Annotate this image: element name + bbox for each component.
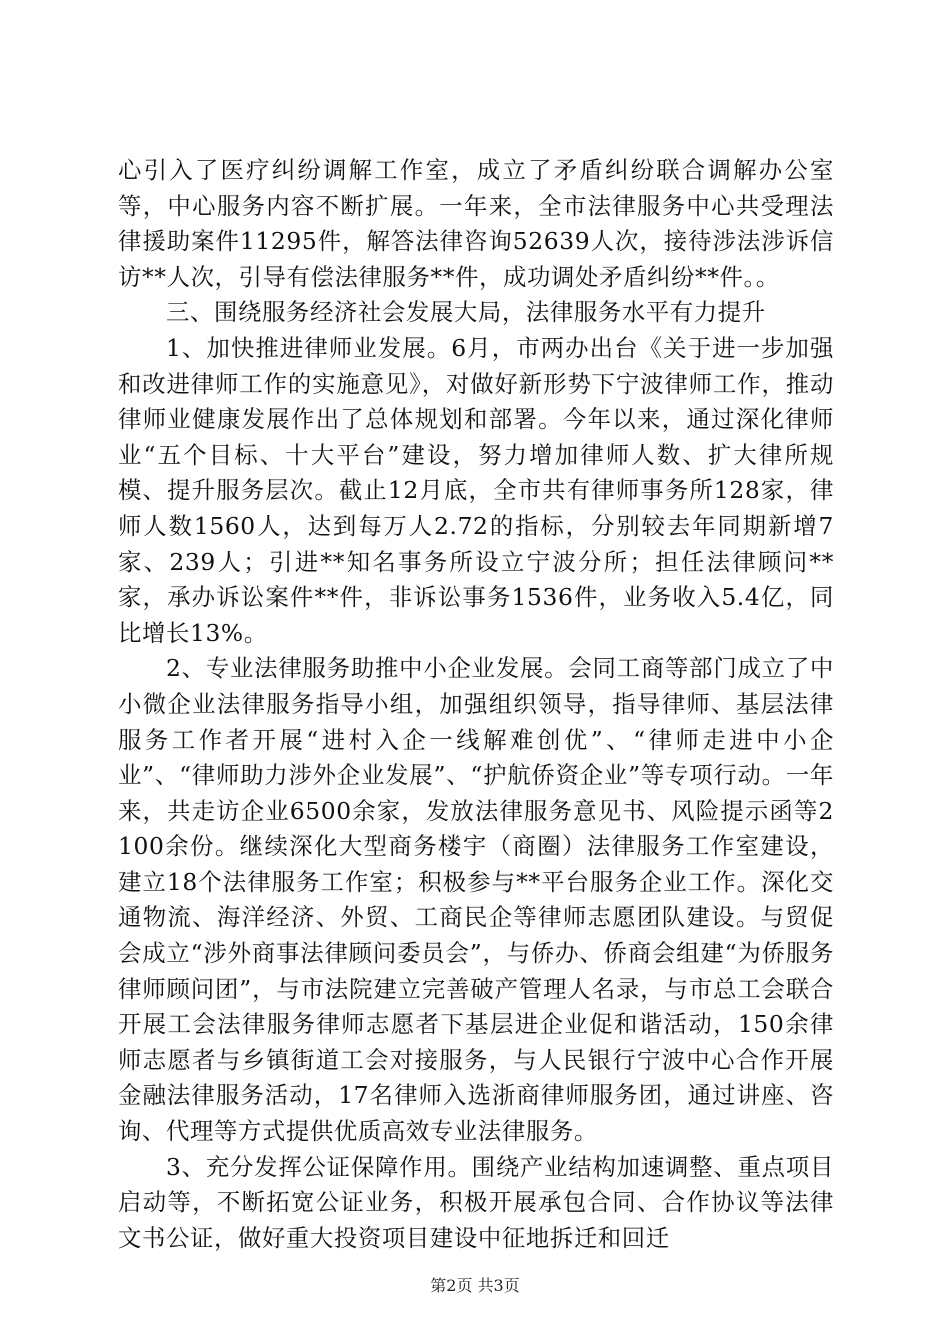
section-heading: 三、围绕服务经济社会发展大局，法律服务水平有力提升 bbox=[166, 298, 766, 327]
paragraph-sme-legal-services: 2、专业法律服务助推中小企业发展。会同工商等部门成立了中小微企业法律服务指导小组，加强组织领导，指导律师、基层法律服务工作者开展“进村入企一线解难创优”、“律师走进中小企业”、“律师助力涉外企业发展”、“护航侨资企业”等专项行动。一年来，共走访企业6500余家，发放法律服务意见书、风险提示函等2100余份。继续深化大型商务楼宇（商圈）法律服务工作室建设，建立18个法律服务工作室；积极参与**平台服务企业工作。深化交通物流、海洋经济、外贸、工商民企等律师志愿团队建设。与贸促会成立“涉外商事法律顾问委员会”，与侨办、侨商会组建“为侨服务律师顾问团”，与市法院建立完善破产管理人名录，与市总工会联合开展工会法律服务律师志愿者下基层进企业促和谐活动，150余律师志愿者与乡镇街道工会对接服务，与人民银行宁波中心合作开展金融法律服务活动，17名律师入选浙商律师服务团，通过讲座、咨询、代理等方式提供优质高效专业法律服务。 bbox=[118, 654, 834, 1146]
paragraph-continuation: 心引入了医疗纠纷调解工作室，成立了矛盾纠纷联合调解办公室等，中心服务内容不断扩展。一年来，全市法律服务中心共受理法律援助案件11295件，解答法律咨询52639人次，接待涉法涉诉信访**人次，引导有偿法律服务**件，成功调处矛盾纠纷**件。。 bbox=[118, 156, 834, 291]
page-footer: 第2页 共3页 bbox=[430, 1276, 520, 1295]
paragraph-lawyer-development: 1、加快推进律师业发展。6月，市两办出台《关于进一步加强和改进律师工作的实施意见》，对做好新形势下宁波律师工作，推动律师业健康发展作出了总体规划和部署。今年以来，通过深化律师业“五个目标、十大平台”建设，努力增加律师人数、扩大律所规模、提升服务层次。截止12月底，全市共有律师事务所128家，律师人数1560人，达到每万人2.72的指标，分别较去年同期新增7家、239人；引进**知名事务所设立宁波分所；担任法律顾问**家，承办诉讼案件**件，非诉讼事务1536件，业务收入5.4亿，同比增长13%。 bbox=[118, 333, 834, 647]
document-body bbox=[118, 153, 834, 1256]
paragraph-notary-role: 3、充分发挥公证保障作用。围绕产业结构加速调整、重点项目启动等，不断拓宽公证业务，积极开展承包合同、合作协议等法律文书公证，做好重大投资项目建设中征地拆迁和回迁 bbox=[118, 1152, 834, 1252]
